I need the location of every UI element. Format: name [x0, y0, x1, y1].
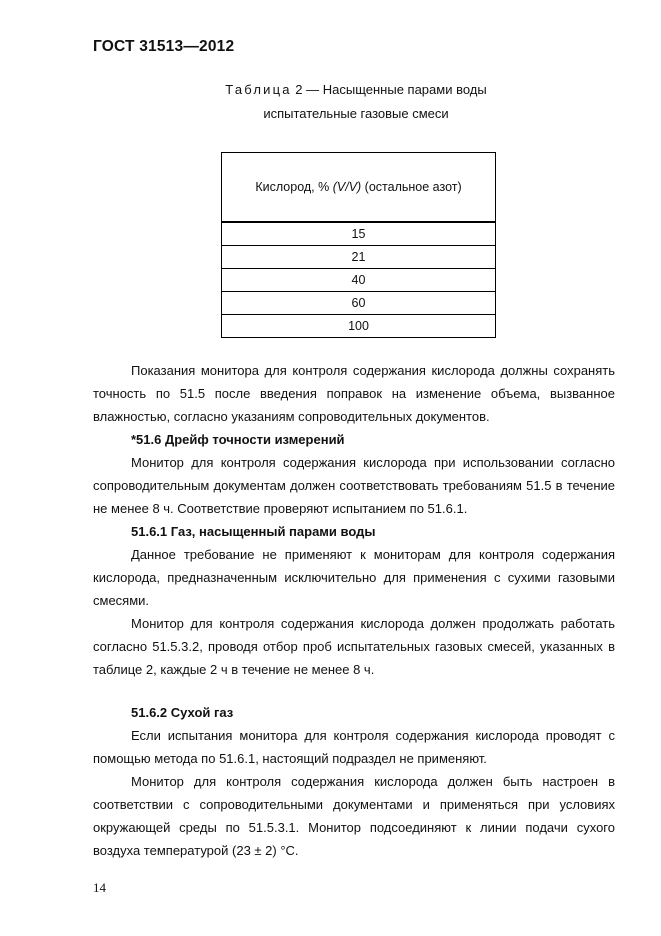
table-caption — [46, 82, 661, 97]
paragraph: Монитор для контроля содержания кислорода должен быть настроен в соответствии с сопроводительными документами и применяться при условиях окружающей среды по 51.5.3.1. Монитор подсоединяют к линии подачи сухого воздуха температурой (23 ± 2) °С. — [93, 774, 615, 858]
table-caption-line2: испытательные газовые смеси — [263, 106, 449, 121]
oxygen-table — [221, 152, 496, 338]
table-row — [222, 222, 496, 246]
table-cell: 60 — [222, 292, 496, 315]
table-cell: 21 — [222, 246, 496, 269]
paragraph: Показания монитора для контроля содержания кислорода должны сохранять точность по 51.5 после введения поправок на изменение объема, вызванное влажностью, согласно указаниям сопроводительных документов. — [93, 363, 615, 424]
table-cell: 40 — [222, 269, 496, 292]
paragraph: Если испытания монитора для контроля содержания кислорода проводят с помощью метода по 51.6.1, настоящий подраздел не применяют. — [93, 728, 615, 766]
column-header-note: (остальное азот) — [361, 180, 462, 194]
document-code: ГОСТ 31513—2012 — [93, 38, 235, 55]
table-title: — Насыщенные парами воды — [306, 82, 487, 97]
table-row — [222, 315, 496, 338]
column-header — [222, 153, 496, 223]
paragraph: Монитор для контроля содержания кислорода должен продолжать работать согласно 51.5.3.2, проводя отбор проб испытательных газовых смесей, указанных в таблице 2, каждые 2 ч в течение не менее 8 ч. — [93, 616, 615, 677]
table-label: Таблица — [225, 82, 292, 97]
page-number: 14 — [93, 880, 106, 895]
table-row — [222, 246, 496, 269]
column-header-unit: (V/V) — [332, 180, 362, 194]
body-text — [93, 359, 615, 862]
table-cell: 15 — [222, 222, 496, 246]
paragraph: Монитор для контроля содержания кислорода при использовании согласно сопроводительным документам должен соответствовать требованиям 51.5 в течение не менее 8 ч. Соответствие проверяют испытанием по 51.6.1. — [93, 455, 615, 516]
section-heading: *51.6 Дрейф точности измерений — [131, 432, 345, 447]
table-cell: 100 — [222, 315, 496, 338]
spacer — [93, 681, 615, 701]
paragraph: Данное требование не применяют к мониторам для контроля содержания кислорода, предназначенным исключительно для применения с сухими газовыми смесями. — [93, 547, 615, 608]
table-row — [222, 292, 496, 315]
table-row — [222, 269, 496, 292]
section-heading: 51.6.1 Газ, насыщенный парами воды — [131, 524, 376, 539]
section-heading: 51.6.2 Сухой газ — [131, 705, 234, 720]
column-header-text: Кислород, % — [255, 180, 333, 194]
table-number: 2 — [295, 82, 303, 97]
